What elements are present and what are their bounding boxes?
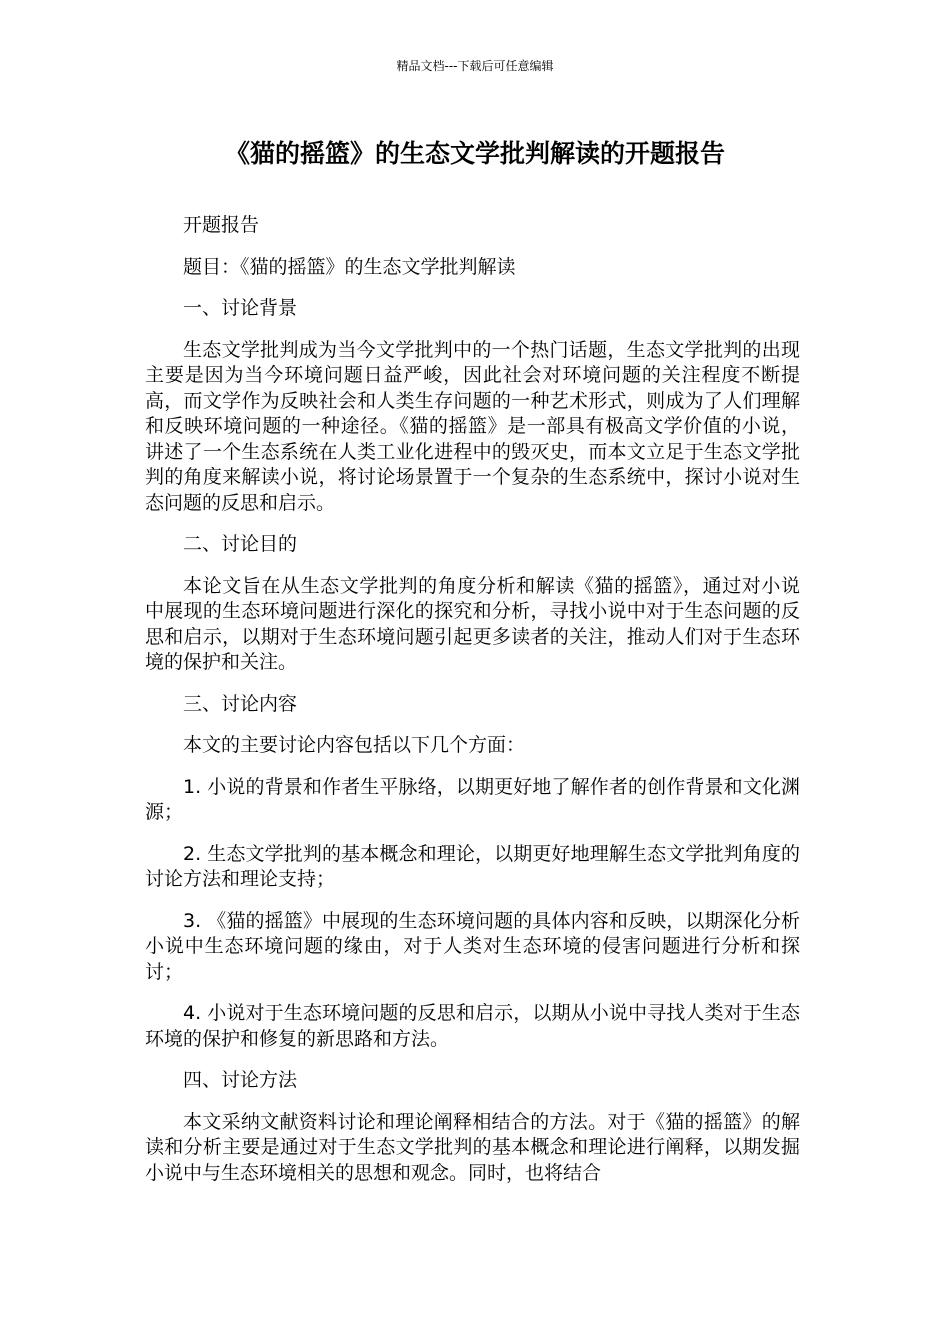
- section-heading-method: 四、讨论方法: [183, 1069, 298, 1091]
- topic-line: 题目：《猫的摇篮》的生态文学批判解读: [183, 255, 516, 278]
- page-header: 精品文档---下载后可任意编辑: [396, 59, 554, 73]
- paragraph-background: 生态文学批判成为当今文学批判中的一个热门话题，生态文学批判的出现主要是因为当今环境问题日益严峻，因此社会对环境问题的关注程度不断提高，而文学作为反映社会和人类生存问题的一种艺术形式，则成为了人们理解和反映环境问题的一种途径。《猫的摇篮》是一部具有极高文学价值的小说，讲述了一个生态系统在人类工业化进程中的毁灭史，而本文立足于生态文学批判的角度来解读小说，将讨论场景置于一个复杂的生态系统中，探讨小说对生态问题的反思和启示。: [145, 338, 800, 514]
- section-heading-background: 一、讨论背景: [183, 297, 298, 319]
- section-heading-content: 三、讨论内容: [183, 692, 298, 715]
- paragraph-method: 本文采纳文献资料讨论和理论阐释相结合的方法。对于《猫的摇篮》的解读和分析主要是通过对于生态文学批判的基本概念和理论进行阐释，以期发掘小说中与生态环境相关的思想和观念。同时，也将结合: [145, 1110, 800, 1184]
- label-report: 开题报告: [183, 214, 260, 236]
- section-heading-purpose: 二、讨论目的: [183, 533, 298, 555]
- list-item-2: 2. 生态文学批判的基本概念和理论，以期更好地理解生态文学批判角度的讨论方法和理论支持；: [145, 842, 800, 890]
- paragraph-content-intro: 本文的主要讨论内容包括以下几个方面：: [183, 734, 526, 756]
- list-item-4: 4. 小说对于生态环境问题的反思和启示，以期从小说中寻找人类对于生态环境的保护和修复的新思路和方法。: [145, 1002, 800, 1050]
- document-body: [145, 213, 800, 1202]
- paragraph-purpose: 本论文旨在从生态文学批判的角度分析和解读《猫的摇篮》，通过对小说中展现的生态环境问题进行深化的探究和分析，寻找小说中对于生态问题的反思和启示，以期对于生态环境问题引起更多读者的关注，推动人们对于生态环境的保护和关注。: [145, 574, 800, 673]
- list-item-1: 1. 小说的背景和作者生平脉络，以期更好地了解作者的创作背景和文化渊源；: [145, 775, 800, 823]
- list-item-3: 3. 《猫的摇篮》中展现的生态环境问题的具体内容和反映，以期深化分析小说中生态环境问题的缘由，对于人类对生态环境的侵害问题进行分析和探讨；: [145, 909, 800, 983]
- document-title: 《猫的摇篮》的生态文学批判解读的开题报告: [224, 139, 725, 168]
